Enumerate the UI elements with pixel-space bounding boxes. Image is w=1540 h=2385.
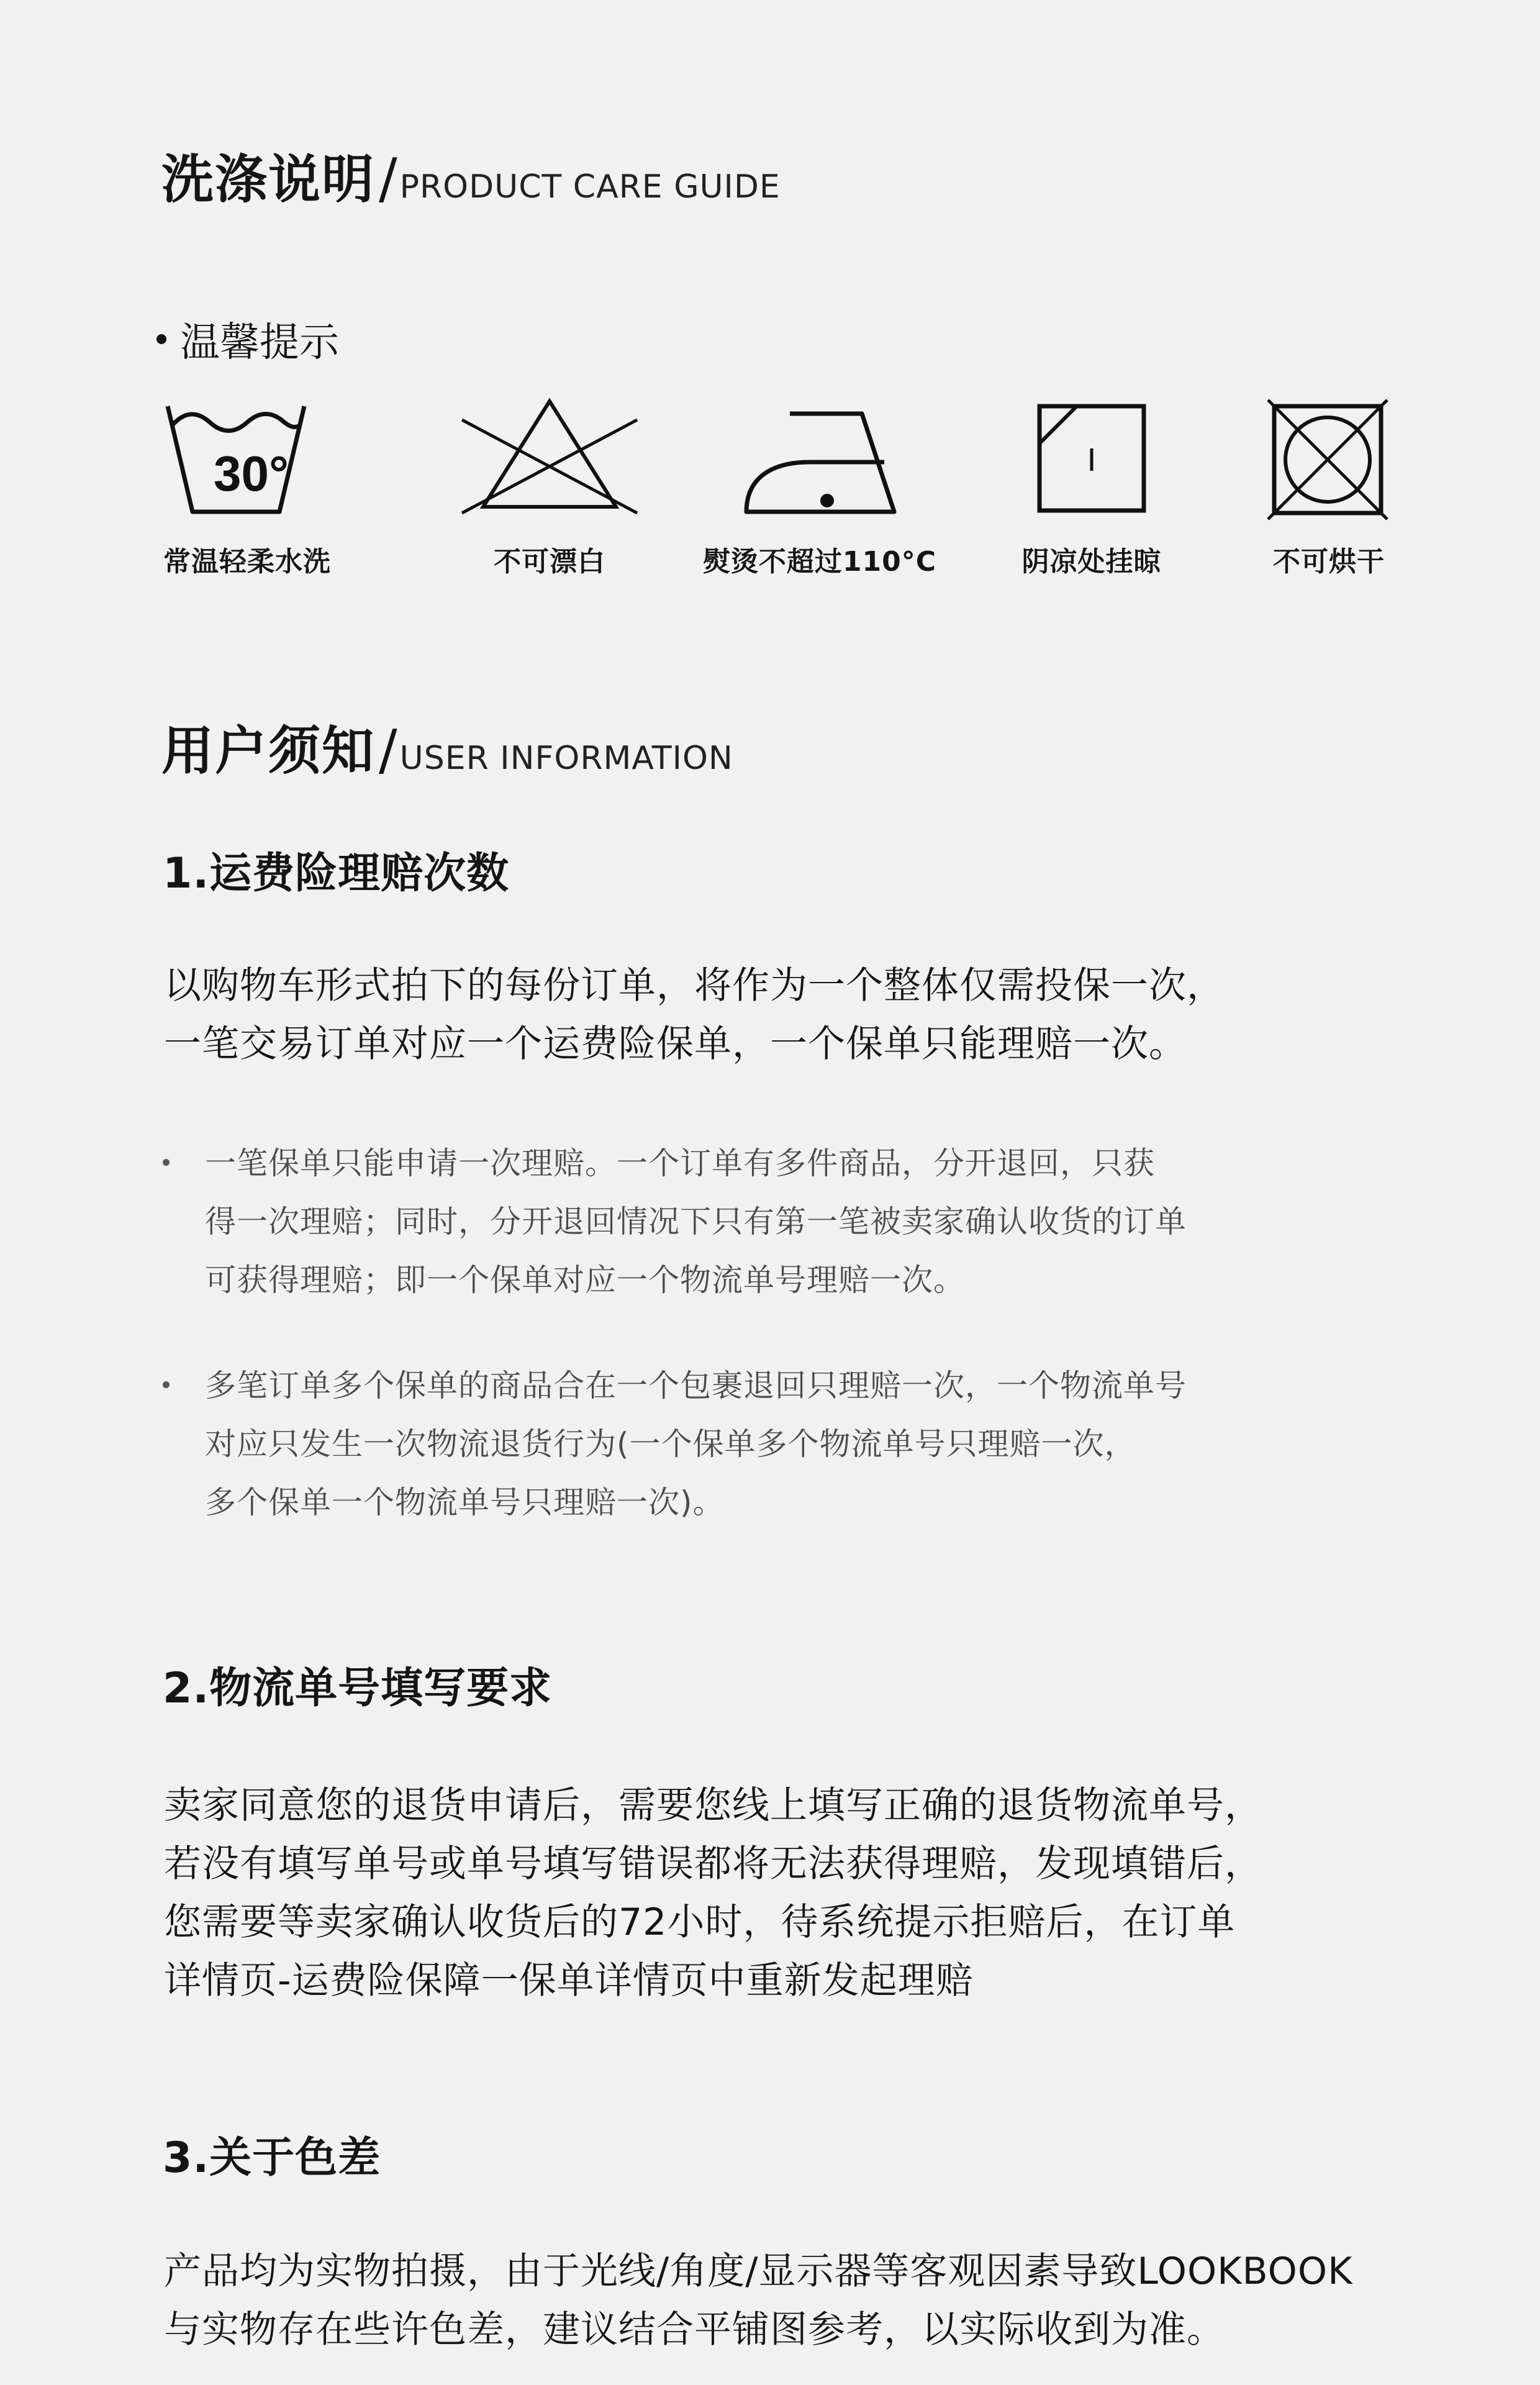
section-2-heading: 2.物流单号填写要求 xyxy=(163,1664,553,1713)
section-1-note-2 xyxy=(163,1356,1187,1532)
care-guide-header xyxy=(161,138,781,213)
note-line: 一笔保单只能申请一次理赔。一个订单有多件商品，分开退回，只获 xyxy=(205,1145,1155,1181)
care-guide-title: 洗涤说明 xyxy=(161,149,376,210)
paragraph-line: 您需要等卖家确认收货后的72小时，待系统提示拒赔后，在订单 xyxy=(164,1901,1236,1944)
wash-30-icon xyxy=(163,398,312,522)
user-info-header xyxy=(161,709,733,784)
tips-label-row xyxy=(156,311,339,368)
no-bleach-icon xyxy=(453,398,646,522)
paragraph-line: 若没有填写单号或单号填写错误都将无法获得理赔，发现填错后， xyxy=(164,1842,1262,1886)
user-info-title: 用户须知 xyxy=(161,720,376,781)
paragraph-line: 以购物车形式拍下的每份订单，将作为一个整体仅需投保一次， xyxy=(164,964,1225,1007)
section-3-paragraph xyxy=(164,2242,1352,2359)
care-guide-subtitle: PRODUCT CARE GUIDE xyxy=(399,168,781,206)
no-tumble-dry-icon xyxy=(1266,398,1390,522)
title-slash: / xyxy=(379,147,397,211)
section-2-paragraph xyxy=(164,1776,1262,2010)
note-line: 多个保单一个物流单号只理赔一次)。 xyxy=(205,1484,725,1520)
care-label-iron: 熨烫不超过110°C xyxy=(702,546,937,578)
paragraph-line: 详情页-运费险保障一保单详情页中重新发起理赔 xyxy=(164,1959,974,2002)
care-label-wash: 常温轻柔水洗 xyxy=(163,546,331,578)
note-line: 对应只发生一次物流退货行为(一个保单多个物流单号只理赔一次， xyxy=(205,1426,1136,1462)
note-line: 可获得理赔；即一个保单对应一个物流单号理赔一次。 xyxy=(205,1262,965,1298)
tips-label: 温馨提示 xyxy=(180,320,339,366)
care-label-no-bleach: 不可漂白 xyxy=(494,546,605,578)
section-3-heading: 3.关于色差 xyxy=(163,2133,381,2183)
line-dry-shade-icon xyxy=(1036,398,1148,522)
wash-temp: 30° xyxy=(214,446,289,501)
bullet-dot xyxy=(163,1159,170,1166)
section-1-note-1 xyxy=(163,1134,1187,1309)
title-slash: / xyxy=(379,718,397,782)
paragraph-line: 与实物存在些许色差，建议结合平铺图参考，以实际收到为准。 xyxy=(164,2308,1225,2351)
section-1-paragraph xyxy=(164,956,1225,1073)
iron-icon xyxy=(740,398,902,522)
user-info-subtitle: USER INFORMATION xyxy=(399,740,733,777)
note-line: 多笔订单多个保单的商品合在一个包裹退回只理赔一次，一个物流单号 xyxy=(205,1368,1187,1404)
paragraph-line: 卖家同意您的退货申请后，需要您线上填写正确的退货物流单号， xyxy=(164,1784,1262,1827)
note-line: 得一次理赔；同时，分开退回情况下只有第一笔被卖家确认收货的订单 xyxy=(205,1204,1187,1240)
paragraph-line: 一笔交易订单对应一个运费险保单，一个保单只能理赔一次。 xyxy=(164,1022,1187,1066)
section-1-heading: 1.运费险理赔次数 xyxy=(163,849,510,898)
care-label-line-dry: 阴凉处挂晾 xyxy=(1021,546,1162,578)
paragraph-line: 产品均为实物拍摄，由于光线/角度/显示器等客观因素导致LOOKBOOK xyxy=(164,2250,1353,2293)
bullet-dot xyxy=(163,1381,170,1388)
bullet-dot xyxy=(156,334,166,344)
care-label-no-tumble: 不可烘干 xyxy=(1273,546,1385,578)
